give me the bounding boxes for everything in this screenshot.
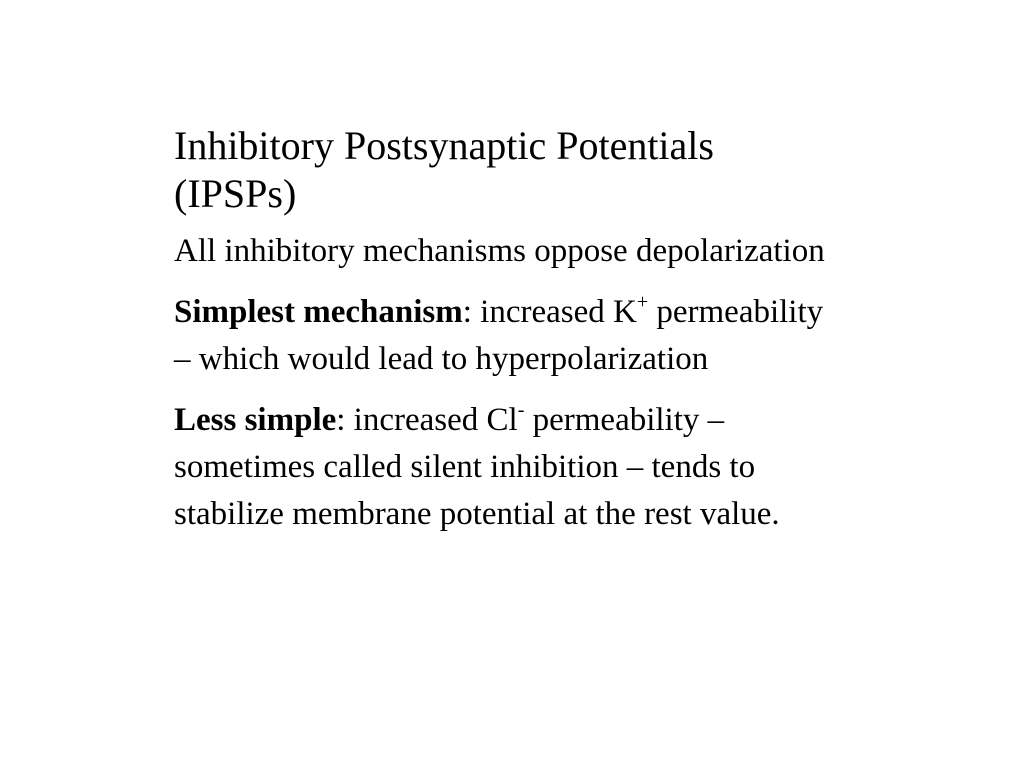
paragraph-simplest-mechanism <box>174 289 834 383</box>
simplest-mechanism-text-2: permeability – which would lead to hyperpolarization <box>174 294 824 377</box>
less-simple-text-1: : increased Cl <box>336 402 518 438</box>
slide-content <box>174 122 834 552</box>
potassium-charge-superscript: + <box>636 291 649 313</box>
paragraph-inhibitory-mechanisms: All inhibitory mechanisms oppose depolarization <box>174 233 825 269</box>
paragraph-less-simple <box>174 397 834 538</box>
less-simple-label: Less simple <box>174 402 337 438</box>
slide-title: Inhibitory Postsynaptic Potentials (IPSPs) <box>174 123 714 216</box>
less-simple-text-2: permeability – sometimes called silent inhibition – tends to stabilize membrane potential at the rest value. <box>174 402 780 532</box>
simplest-mechanism-label: Simplest mechanism <box>174 294 463 330</box>
simplest-mechanism-text-1: : increased K <box>462 294 637 330</box>
chloride-charge-superscript: - <box>517 399 525 421</box>
